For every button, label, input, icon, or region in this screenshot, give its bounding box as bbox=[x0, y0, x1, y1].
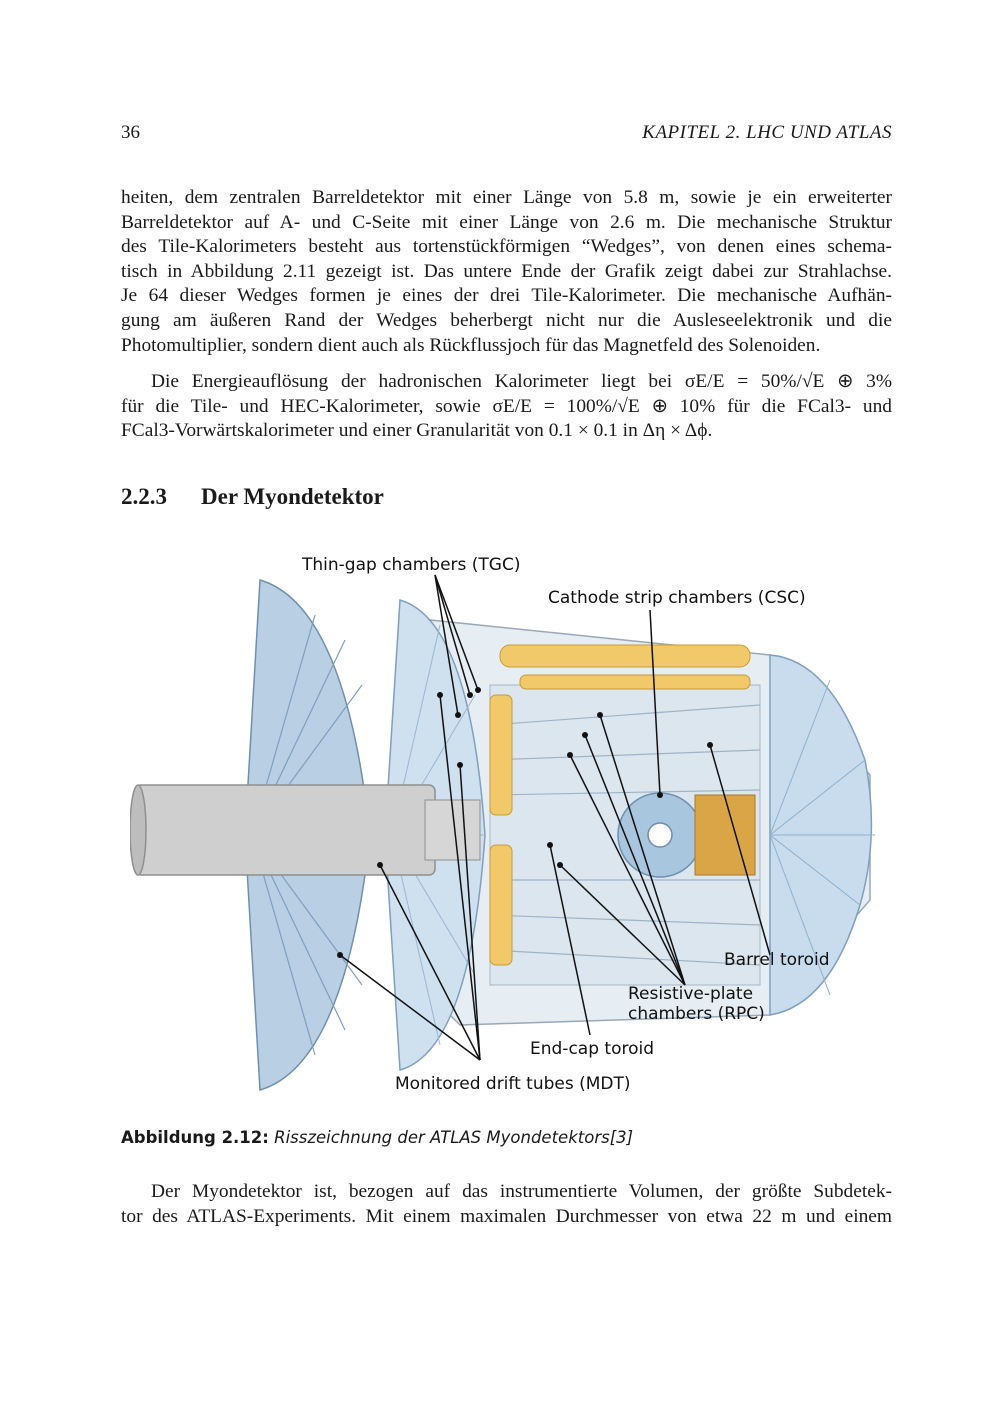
atlas-cutaway-drawing bbox=[130, 545, 875, 1105]
running-header: KAPITEL 2. LHC UND ATLAS bbox=[642, 122, 892, 143]
text-line: gung am äußeren Rand der Wedges beherbergt nicht nur die Ausleseelektronik und die bbox=[121, 309, 892, 331]
paragraph-energy-resolution bbox=[121, 370, 892, 444]
label-barrel-toroid: Barrel toroid bbox=[724, 950, 830, 970]
page-number: 36 bbox=[121, 122, 140, 143]
beam-pipe-end bbox=[130, 785, 146, 875]
text-line: Photomultiplier, sondern dient auch als Rückflussjoch für das Magnetfeld des Solenoiden. bbox=[121, 334, 821, 356]
text-line: für die Tile- und HEC-Kalorimeter, sowie σE/E = 100%/√E ⊕ 10% für die FCal3- und bbox=[121, 395, 892, 417]
endcap-toroid-block bbox=[695, 795, 755, 875]
section-heading bbox=[121, 484, 384, 510]
atlas-muon-detector-figure bbox=[130, 545, 875, 1105]
text-line: Die Energieauflösung der hadronischen Kalorimeter liegt bei σE/E = 50%/√E ⊕ 3% bbox=[151, 371, 892, 392]
section-title: Der Myondetektor bbox=[201, 484, 384, 509]
section-number: 2.2.3 bbox=[121, 484, 167, 509]
text-line: tisch in Abbildung 2.11 gezeigt ist. Das untere Ende der Grafik zeigt dabei zur Strahlachse. bbox=[121, 260, 892, 282]
label-rpc-line2: chambers (RPC) bbox=[628, 1004, 765, 1024]
text-line: Je 64 dieser Wedges formen je eines der drei Tile-Kalorimeter. Die mechanische Aufhän- bbox=[121, 285, 892, 307]
text-line: Barreldetektor auf A- und C-Seite mit einer Länge von 2.6 m. Die mechanische Struktur bbox=[121, 211, 892, 233]
text-line: Der Myondetektor ist, bezogen auf das instrumentierte Volumen, der größte Subdetek- bbox=[151, 1181, 892, 1202]
label-csc: Cathode strip chambers (CSC) bbox=[548, 588, 806, 608]
text-line: heiten, dem zentralen Barreldetektor mit einer Länge von 5.8 m, sowie je ein erweiterter bbox=[121, 187, 892, 208]
label-tgc: Thin-gap chambers (TGC) bbox=[302, 555, 521, 575]
text-line: FCal3-Vorwärtskalorimeter und einer Granularität von 0.1 × 0.1 in Δη × Δϕ. bbox=[121, 420, 713, 442]
text-line: tor des ATLAS-Experiments. Mit einem maximalen Durchmesser von etwa 22 m und einem bbox=[121, 1205, 892, 1227]
beam-pipe-shielding bbox=[135, 785, 435, 875]
label-endcap-toroid: End-cap toroid bbox=[530, 1039, 654, 1059]
label-rpc-line1: Resistive-plate bbox=[628, 984, 754, 1004]
paragraph-tile-calorimeter bbox=[121, 186, 892, 358]
text-line: des Tile-Kalorimeters besteht aus tortenstückförmigen “Wedges”, von denen eines schema- bbox=[121, 236, 892, 258]
paragraph-muon-detector bbox=[121, 1180, 892, 1229]
label-mdt: Monitored drift tubes (MDT) bbox=[395, 1074, 631, 1094]
figure-caption bbox=[121, 1128, 633, 1147]
caption-text: Risszeichnung der ATLAS Myondetektors[3] bbox=[274, 1128, 634, 1147]
caption-label: Abbildung 2.12: bbox=[121, 1128, 269, 1147]
beam-hole bbox=[648, 823, 672, 847]
